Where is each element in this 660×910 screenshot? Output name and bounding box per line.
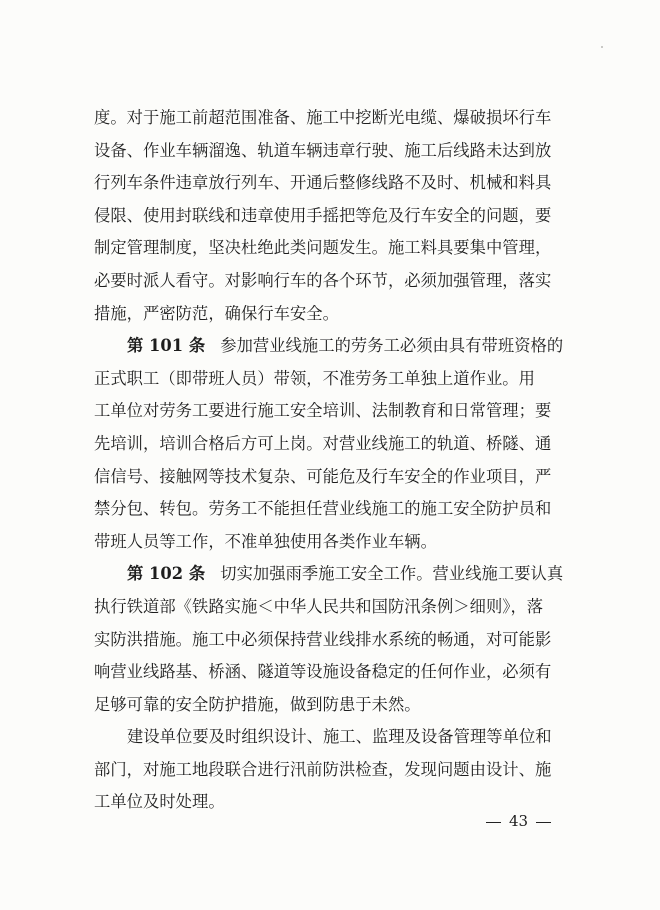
text-line: 信信号、接触网等技术复杂、可能危及行车安全的作业项目，严 — [94, 466, 552, 486]
page-number-dash-right — [536, 822, 551, 823]
article-101-first-line — [94, 330, 584, 363]
article-101-first-text: 参加营业线施工的劳务工必须由具有带班资格的 — [220, 336, 564, 356]
text-line: 带班人员等工作，不准单独使用各类作业车辆。 — [94, 531, 437, 551]
text-line: 必要时派人看守。对影响行车的各个环节，必须加强管理，落实 — [94, 270, 552, 290]
text-line: 禁分包、转包。劳务工不能担任营业线施工的施工安全防护员和 — [94, 499, 552, 519]
text-line: 侵限、使用封联线和违章使用手摇把等危及行车安全的问题，要 — [94, 205, 552, 225]
body-text — [94, 102, 584, 819]
text-line: 度。对于施工前超范围准备、施工中挖断光电缆、爆破损坏行车 — [94, 108, 552, 127]
text-line: 正式职工（即带班人员）带领，不准劳务工单独上道作业。用 — [94, 368, 535, 388]
text-line: 设备、作业车辆溜逸、轨道车辆违章行驶、施工后线路未达到放 — [94, 140, 552, 160]
text-line: 建设单位要及时组织设计、施工、监理及设备管理等单位和 — [127, 727, 552, 747]
paper-speck — [601, 46, 603, 48]
text-line: 部门，对施工地段联合进行汛前防洪检查，发现问题由设计、施 — [94, 759, 552, 779]
text-line: 行列车条件违章放行列车、开通后整修线路不及时、机械和料具 — [94, 173, 552, 193]
article-101-label: 第 101 条 — [127, 336, 206, 356]
article-102-first-line — [94, 558, 584, 591]
text-line: 工单位对劳务工要进行施工安全培训、法制教育和日常管理；要 — [94, 401, 552, 421]
text-line: 工单位及时处理。 — [94, 792, 225, 812]
page-number — [486, 812, 551, 830]
text-line: 实防洪措施。施工中必须保持营业线排水系统的畅通，对可能影 — [94, 629, 552, 649]
article-102-label: 第 102 条 — [127, 564, 206, 584]
text-line: 足够可靠的安全防护措施，做到防患于未然。 — [94, 694, 421, 714]
text-line: 执行铁道部《铁路实施＜中华人民共和国防汛条例＞细则》，落 — [94, 596, 544, 616]
text-line: 先培训，培训合格后方可上岗。对营业线施工的轨道、桥隧、通 — [94, 433, 552, 453]
article-102-first-text: 切实加强雨季施工安全工作。营业线施工要认真 — [220, 564, 564, 584]
text-line: 措施，严密防范，确保行车安全。 — [94, 303, 339, 323]
page-number-value: 43 — [509, 812, 529, 830]
text-line: 响营业线路基、桥涵、隧道等设施设备稳定的任何作业，必须有 — [94, 662, 552, 682]
page-number-dash-left — [486, 822, 501, 823]
text-line: 制定管理制度，坚决杜绝此类问题发生。施工料具要集中管理， — [94, 238, 552, 258]
